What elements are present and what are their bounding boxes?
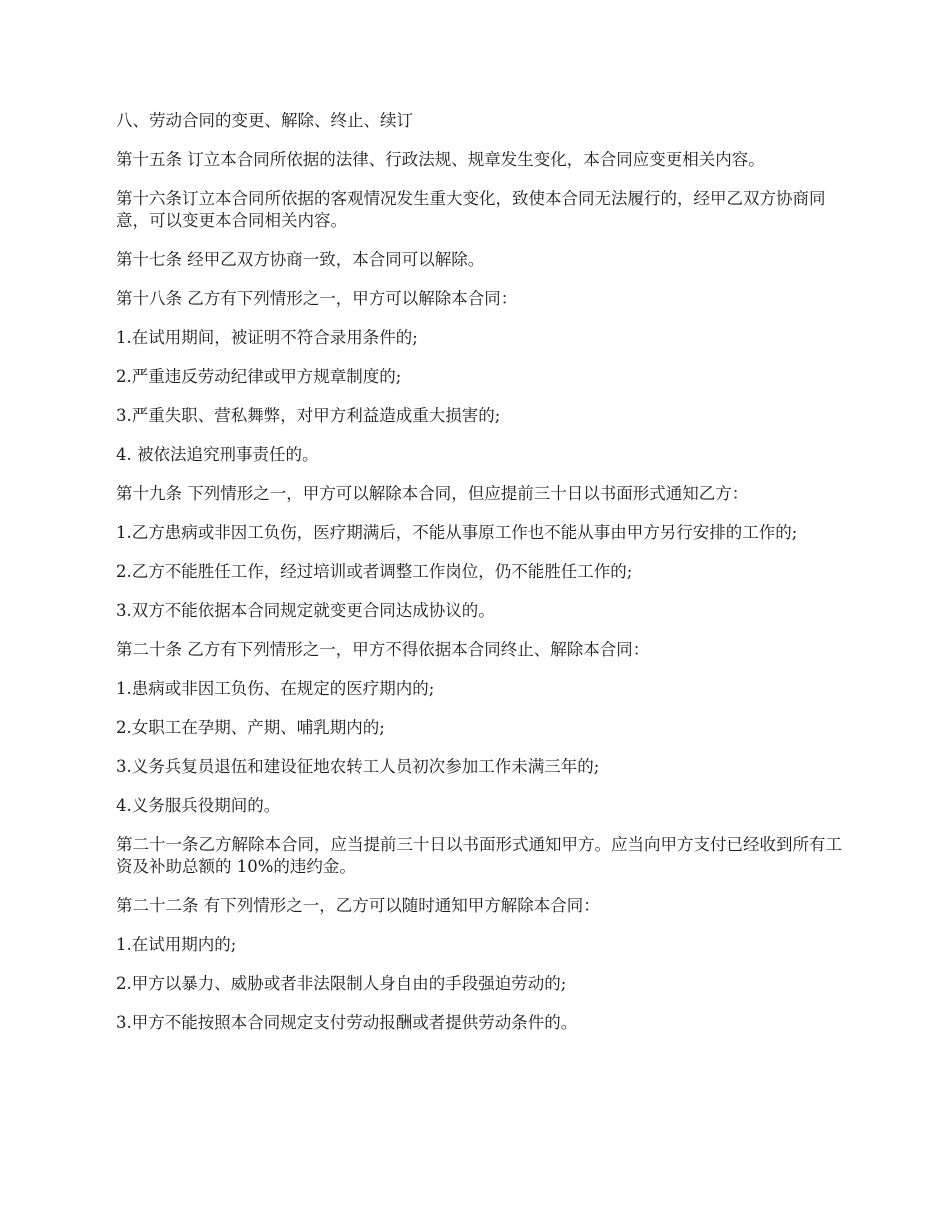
article-18-item-1: 1.在试用期间，被证明不符合录用条件的; [116,328,418,347]
article-22-item-2: 2.甲方以暴力、威胁或者非法限制人身自由的手段强迫劳动的; [116,974,567,993]
article-20-item-3: 3.义务兵复员退伍和建设征地农转工人员初次参加工作未满三年的; [116,757,600,776]
article-18-item-2: 2.严重违反劳动纪律或甲方规章制度的; [116,367,402,386]
article-16: 第十六条订立本合同所依据的客观情况发生重大变化，致使本合同无法履行的，经甲乙双方协商同意，可以变更本合同相关内容。 [116,189,826,230]
article-22: 第二十二条 有下列情形之一，乙方可以随时通知甲方解除本合同： [116,896,600,915]
article-22-item-3: 3.甲方不能按照本合同规定支付劳动报酬或者提供劳动条件的。 [116,1013,578,1032]
article-21: 第二十一条乙方解除本合同，应当提前三十日以书面形式通知甲方。应当向甲方支付已经收到所有工资及补助总额的 10%的违约金。 [116,835,842,876]
section-heading: 八、劳动合同的变更、解除、终止、续订 [116,111,413,130]
article-20-item-4: 4.义务服兵役期间的。 [116,796,281,815]
article-17: 第十七条 经甲乙双方协商一致，本合同可以解除。 [116,250,485,269]
article-19-item-3: 3.双方不能依据本合同规定就变更合同达成协议的。 [116,601,495,620]
article-20-item-2: 2.女职工在孕期、产期、哺乳期内的; [116,718,385,737]
article-18-item-3: 3.严重失职、营私舞弊，对甲方利益造成重大损害的; [116,406,501,425]
article-20: 第二十条 乙方有下列情形之一，甲方不得依据本合同终止、解除本合同： [116,640,650,659]
article-19-item-1: 1.乙方患病或非因工负伤，医疗期满后，不能从事原工作也不能从事由甲方另行安排的工作的; [116,523,798,542]
article-15: 第十五条 订立本合同所依据的法律、行政法规、规章发生变化，本合同应变更相关内容。 [116,150,765,169]
article-22-item-1: 1.在试用期内的; [116,935,237,954]
article-18: 第十八条 乙方有下列情形之一，甲方可以解除本合同： [116,289,518,308]
document-body [116,110,842,1051]
article-19-item-2: 2.乙方不能胜任工作，经过培训或者调整工作岗位，仍不能胜任工作的; [116,562,633,581]
article-18-item-4: 4. 被依法追究刑事责任的。 [116,445,319,464]
article-20-item-1: 1.患病或非因工负伤、在规定的医疗期内的; [116,679,435,698]
article-19: 第十九条 下列情形之一，甲方可以解除本合同，但应提前三十日以书面形式通知乙方： [116,484,749,503]
